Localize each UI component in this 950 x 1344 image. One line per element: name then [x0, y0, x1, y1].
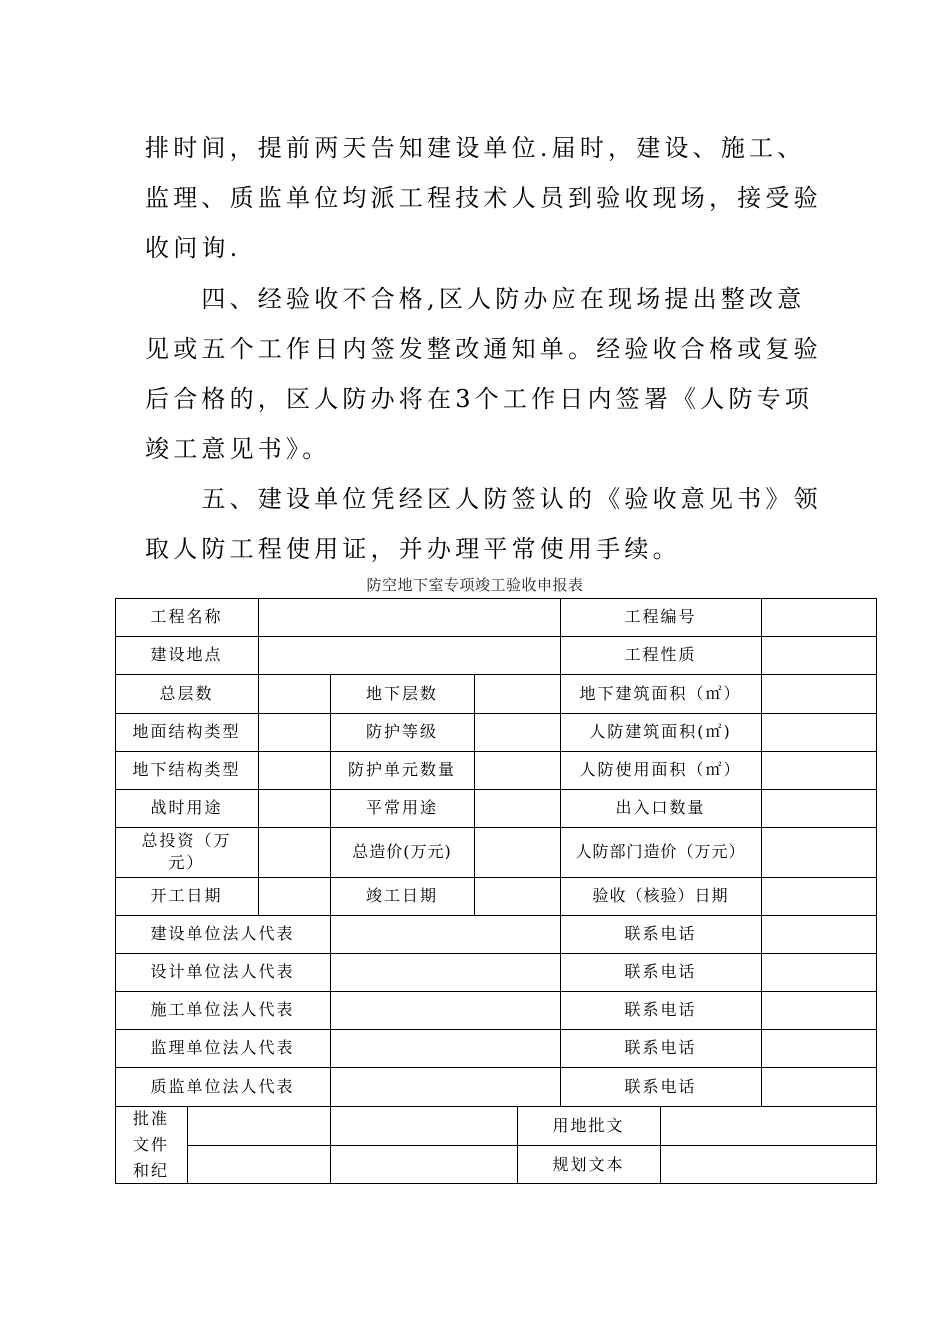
total-cost-label: 总造价(万元) — [352, 842, 452, 861]
application-form-table — [115, 598, 877, 1184]
table-row — [115, 674, 877, 713]
grid-line — [115, 713, 877, 714]
table-caption: 防空地下室专项竣工验收申报表 — [366, 576, 584, 594]
phone-field[interactable] — [761, 953, 877, 991]
approval-field[interactable] — [330, 1106, 517, 1145]
text-line: 五、建设单位凭经区人防签认的《验收意见书》领 — [145, 485, 822, 513]
grid-line — [115, 953, 877, 954]
underground-floors-field[interactable] — [474, 674, 560, 713]
total-investment-label: 总投资（万元） — [141, 831, 232, 872]
grid-line — [115, 674, 877, 675]
grid-line — [330, 1106, 331, 1184]
paragraph-5 — [145, 474, 822, 574]
grid-line — [258, 598, 259, 674]
phone-field[interactable] — [761, 1029, 877, 1067]
project-nature-label: 工程性质 — [624, 645, 697, 664]
text-line: 后合格的，区人防办将在3个工作日内签署《人防专项 — [145, 385, 814, 413]
planning-document-label: 规划文本 — [552, 1154, 625, 1174]
table-row — [115, 751, 877, 789]
ground-structure-label: 地面结构类型 — [132, 722, 241, 741]
approval-field[interactable] — [187, 1106, 330, 1145]
grid-line — [115, 1067, 877, 1068]
grid-line — [115, 877, 877, 878]
grid-line — [517, 1106, 518, 1184]
acceptance-date-label: 验收（核验）日期 — [592, 886, 729, 905]
wartime-use-label: 战时用途 — [150, 798, 223, 817]
total-investment-field[interactable] — [258, 827, 330, 877]
rep-label: 设计单位法人代表 — [150, 962, 295, 981]
rep-label: 施工单位法人代表 — [150, 1000, 295, 1019]
project-name-label: 工程名称 — [150, 607, 223, 626]
phone-label: 联系电话 — [624, 1038, 697, 1057]
rep-field[interactable] — [330, 1029, 560, 1067]
underground-structure-field[interactable] — [258, 751, 330, 789]
grid-line — [761, 598, 762, 1106]
grid-line — [115, 636, 877, 637]
text-line: 取人防工程使用证，并办理平常使用手续。 — [145, 535, 681, 563]
rep-label: 建设单位法人代表 — [150, 924, 295, 943]
approval-field[interactable] — [187, 1145, 330, 1184]
approval-label: 批准文件和纪 — [132, 1109, 169, 1180]
civil-defense-usable-area-label: 人防使用面积（㎡） — [579, 760, 742, 779]
civil-defense-area-field[interactable] — [761, 713, 877, 751]
rep-field[interactable] — [330, 991, 560, 1029]
table-row — [115, 1029, 877, 1067]
table-row — [115, 953, 877, 991]
project-name-field[interactable] — [258, 598, 560, 636]
text-line: 见或五个工作日内签发整改通知单。经验收合格或复验 — [145, 335, 822, 363]
land-use-approval-label: 用地批文 — [552, 1115, 625, 1135]
rep-label: 质监单位法人代表 — [150, 1076, 295, 1096]
grid-line — [187, 1145, 877, 1146]
paragraph-4 — [145, 274, 822, 474]
planning-document-field[interactable] — [660, 1145, 877, 1184]
start-date-field[interactable] — [258, 877, 330, 915]
start-date-label: 开工日期 — [150, 886, 223, 905]
table-row — [115, 877, 877, 915]
wartime-use-field[interactable] — [258, 789, 330, 827]
civil-defense-cost-label: 人防部门造价（万元） — [575, 842, 746, 861]
phone-label: 联系电话 — [624, 924, 697, 943]
text-line: 排时间，提前两天告知建设单位.届时，建设、施工、 — [145, 134, 806, 162]
grid-line — [258, 674, 259, 915]
civil-defense-cost-field[interactable] — [761, 827, 877, 877]
protection-units-label: 防护单元数量 — [347, 760, 456, 779]
phone-label: 联系电话 — [624, 962, 697, 981]
grid-line — [115, 991, 877, 992]
total-cost-field[interactable] — [474, 827, 560, 877]
table-row — [115, 789, 877, 827]
grid-line — [474, 674, 475, 915]
construction-site-field[interactable] — [258, 636, 560, 674]
table-row — [115, 827, 877, 877]
table-row — [115, 598, 877, 636]
entrances-count-field[interactable] — [761, 789, 877, 827]
paragraph-1 — [145, 123, 822, 273]
rep-label: 监理单位法人代表 — [150, 1038, 295, 1057]
protection-level-label: 防护等级 — [365, 722, 438, 741]
grid-line — [115, 827, 877, 828]
completion-date-field[interactable] — [474, 877, 560, 915]
total-floors-label: 总层数 — [159, 683, 214, 703]
grid-line — [560, 598, 561, 1106]
project-number-field[interactable] — [761, 598, 877, 636]
table-row — [115, 1067, 877, 1106]
phone-field[interactable] — [761, 915, 877, 953]
protection-level-field[interactable] — [474, 713, 560, 751]
phone-label: 联系电话 — [624, 1000, 697, 1019]
acceptance-date-field[interactable] — [761, 877, 877, 915]
phone-label: 联系电话 — [624, 1076, 697, 1096]
protection-units-field[interactable] — [474, 751, 560, 789]
construction-site-label: 建设地点 — [150, 645, 223, 664]
grid-line — [115, 789, 877, 790]
phone-field[interactable] — [761, 1067, 877, 1106]
rep-field[interactable] — [330, 915, 560, 953]
rep-field[interactable] — [330, 1067, 560, 1106]
project-number-label: 工程编号 — [624, 607, 697, 626]
underground-area-field[interactable] — [761, 674, 877, 713]
table-row — [115, 636, 877, 674]
project-nature-field[interactable] — [761, 636, 877, 674]
civil-defense-usable-area-field[interactable] — [761, 751, 877, 789]
table-row — [115, 713, 877, 751]
table-row — [115, 991, 877, 1029]
text-line: 四、经验收不合格,区人防办应在现场提出整改意 — [145, 285, 806, 313]
text-line: 收问询. — [145, 234, 242, 262]
grid-line — [115, 1029, 877, 1030]
text-line: 竣工意见书》。 — [145, 435, 331, 463]
rep-field[interactable] — [330, 953, 560, 991]
grid-line — [115, 751, 877, 752]
grid-line — [115, 915, 877, 916]
underground-floors-label: 地下层数 — [365, 683, 438, 703]
underground-area-label: 地下建筑面积（㎡） — [579, 683, 742, 703]
grid-line — [115, 1106, 877, 1107]
civil-defense-area-label: 人防建筑面积(㎡) — [589, 722, 732, 741]
ground-structure-field[interactable] — [258, 713, 330, 751]
text-line: 监理、质监单位均派工程技术人员到验收现场，接受验 — [145, 184, 822, 212]
phone-field[interactable] — [761, 991, 877, 1029]
completion-date-label: 竣工日期 — [365, 886, 438, 905]
approval-field[interactable] — [330, 1145, 517, 1184]
underground-structure-label: 地下结构类型 — [132, 760, 241, 779]
entrances-count-label: 出入口数量 — [615, 798, 706, 817]
grid-line — [660, 1106, 661, 1184]
total-floors-field[interactable] — [258, 674, 330, 713]
peacetime-use-label: 平常用途 — [365, 798, 438, 817]
land-use-approval-field[interactable] — [660, 1106, 877, 1145]
peacetime-use-field[interactable] — [474, 789, 560, 827]
grid-line — [187, 1106, 188, 1184]
table-row — [115, 915, 877, 953]
grid-line — [330, 674, 331, 1106]
